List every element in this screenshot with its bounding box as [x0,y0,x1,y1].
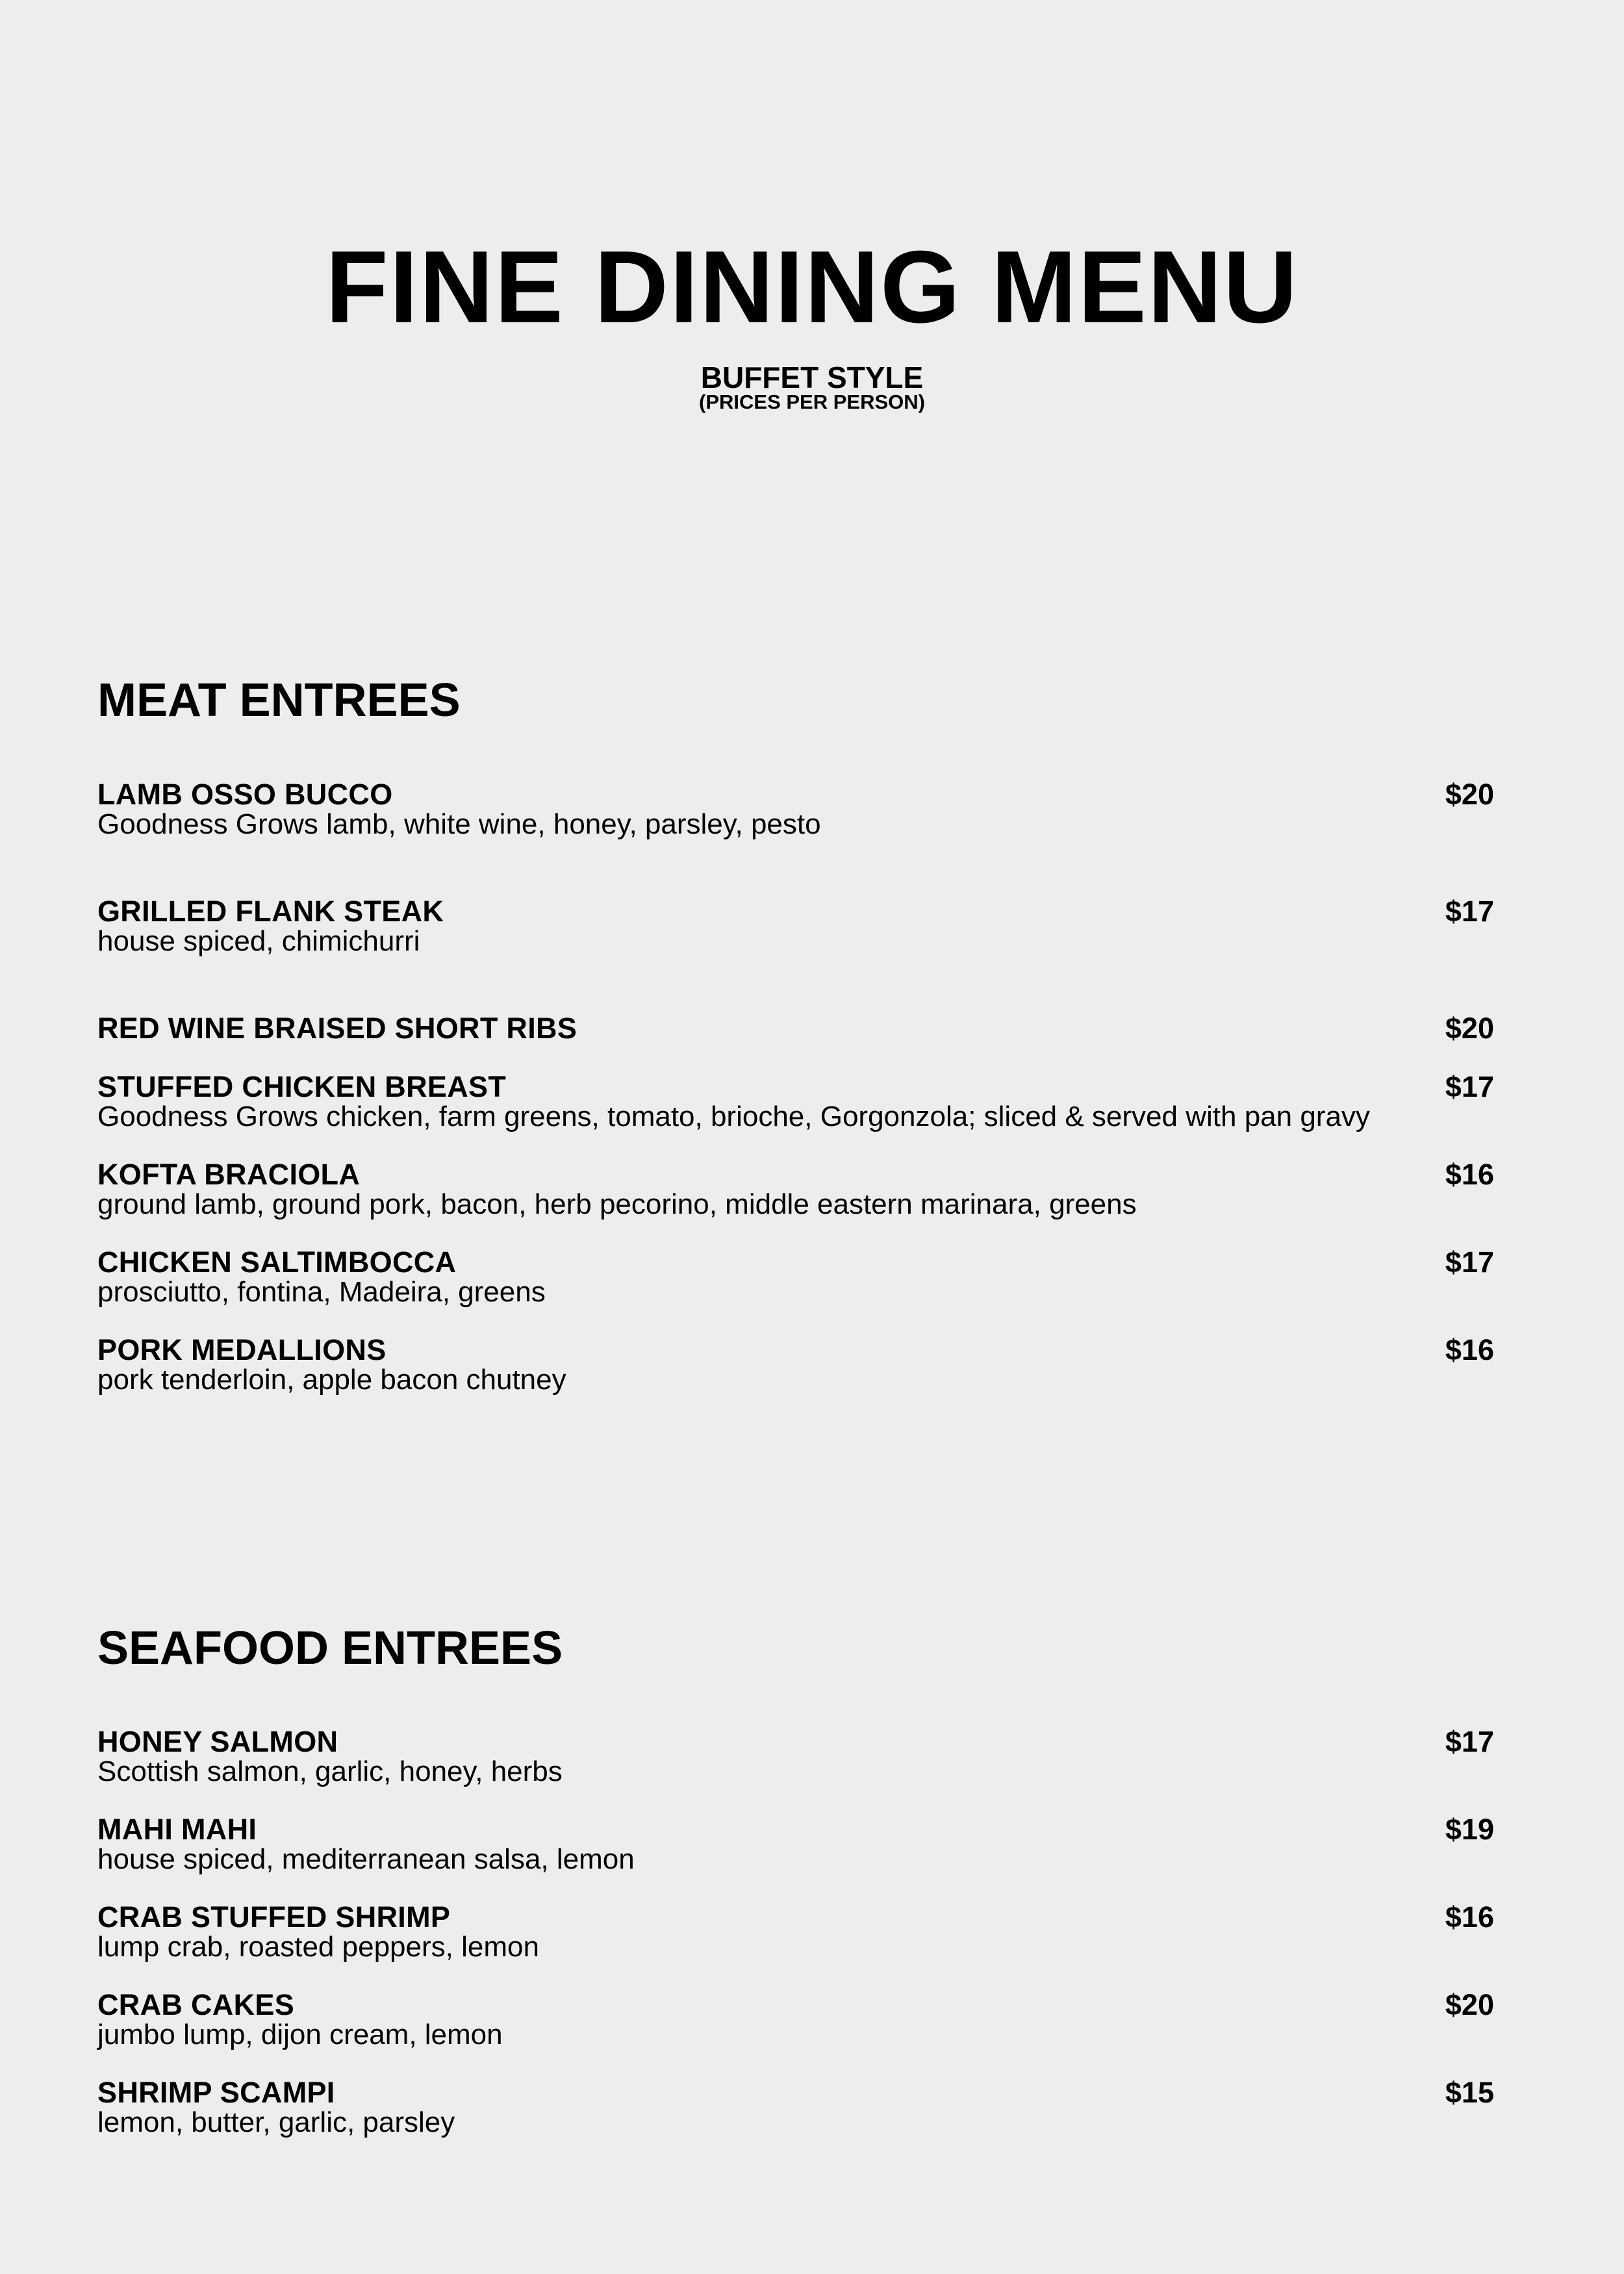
menu-item [97,1813,1494,1874]
menu-item [97,1012,1494,1045]
menu-item [97,1726,1494,1787]
menu-title: FINE DINING MENU [325,230,1299,344]
item-description: Goodness Grows lamb, white wine, honey, parsley, pesto [97,808,821,840]
item-price: $16 [1445,1333,1494,1366]
menu-item [97,1334,1494,1395]
item-name: LAMB OSSO BUCCO [97,778,393,811]
menu-item [97,778,1494,839]
item-name: MAHI MAHI [97,1813,257,1846]
item-description: pork tenderloin, apple bacon chutney [97,1364,566,1396]
item-name: HONEY SALMON [97,1725,338,1758]
menu-item [97,1989,1494,2050]
item-name: CRAB STUFFED SHRIMP [97,1900,451,1934]
menu-subtitle: BUFFET STYLE [700,361,924,394]
item-name: STUFFED CHICKEN BREAST [97,1070,507,1103]
menu-item [97,2076,1494,2138]
section-title-meat: MEAT ENTREES [97,674,461,726]
item-description: house spiced, chimichurri [97,925,420,957]
item-name: CHICKEN SALTIMBOCCA [97,1246,457,1279]
menu-item [97,1246,1494,1307]
menu-item [97,895,1494,956]
item-description: ground lamb, ground pork, bacon, herb pecorino, middle eastern marinara, greens [97,1188,1137,1220]
item-name: CRAB CAKES [97,1988,295,2021]
menu-item [97,1158,1494,1220]
item-price: $17 [1445,895,1494,928]
item-name: PORK MEDALLIONS [97,1333,387,1366]
item-name: KOFTA BRACIOLA [97,1158,361,1191]
item-price: $16 [1445,1158,1494,1191]
menu-item [97,1071,1494,1132]
item-description: prosciutto, fontina, Madeira, greens [97,1276,546,1308]
item-price: $17 [1445,1246,1494,1279]
item-description: Scottish salmon, garlic, honey, herbs [97,1756,563,1787]
item-price: $17 [1445,1725,1494,1758]
item-name: RED WINE BRAISED SHORT RIBS [97,1012,577,1045]
item-description: Goodness Grows chicken, farm greens, tomato, brioche, Gorgonzola; sliced & served with pan gravy [97,1101,1370,1132]
item-price: $17 [1445,1070,1494,1103]
section-title-seafood: SEAFOOD ENTREES [97,1622,563,1674]
item-price: $16 [1445,1900,1494,1934]
item-description: lump crab, roasted peppers, lemon [97,1931,539,1963]
menu-item [97,1901,1494,1962]
pricing-note: (PRICES PER PERSON) [699,390,925,413]
item-price: $20 [1445,1988,1494,2021]
item-description: lemon, butter, garlic, parsley [97,2106,455,2138]
item-price: $20 [1445,778,1494,811]
item-name: SHRIMP SCAMPI [97,2076,335,2109]
item-price: $15 [1445,2076,1494,2109]
item-price: $20 [1445,1012,1494,1045]
item-description: jumbo lump, dijon cream, lemon [97,2019,503,2050]
item-price: $19 [1445,1813,1494,1846]
item-description: house spiced, mediterranean salsa, lemon [97,1843,635,1875]
item-name: GRILLED FLANK STEAK [97,895,444,928]
